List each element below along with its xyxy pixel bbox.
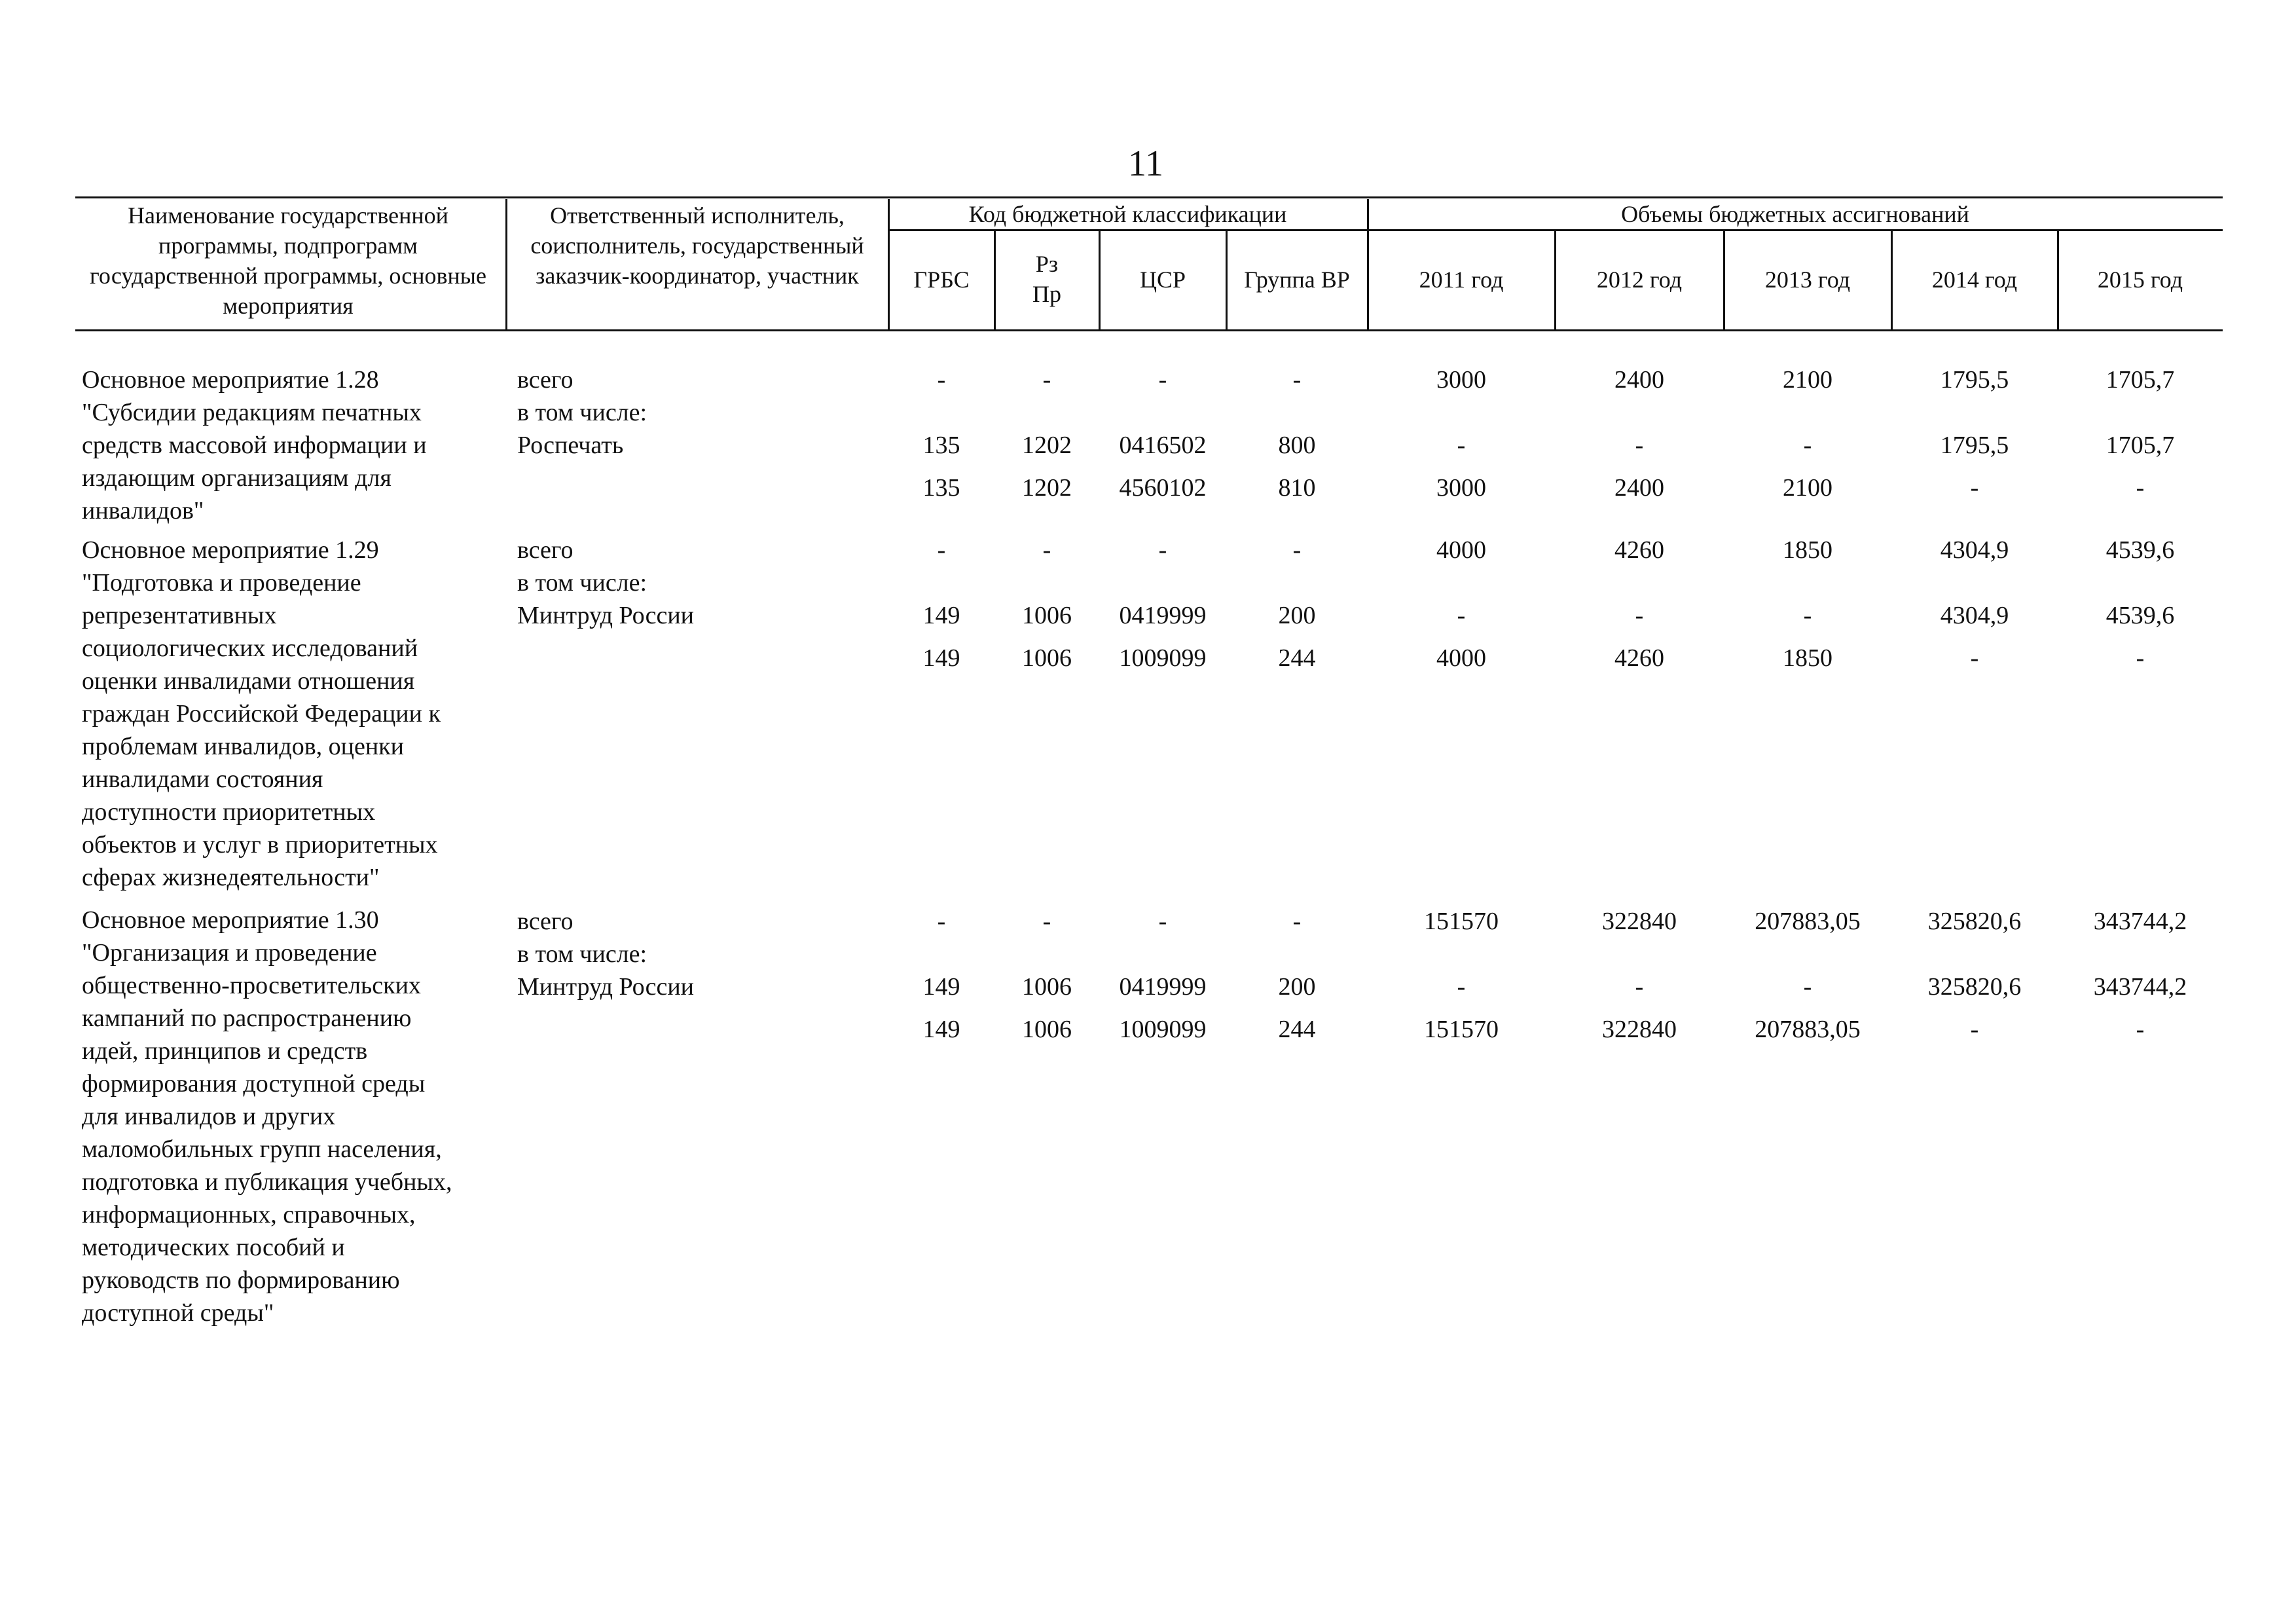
code-rzpr: 1202 bbox=[1022, 432, 1072, 459]
value-2012: 4260 bbox=[1614, 536, 1664, 564]
value-2012: 322840 bbox=[1602, 1016, 1677, 1043]
code-csr: 4560102 bbox=[1119, 474, 1207, 502]
value-2011: 4000 bbox=[1436, 644, 1486, 672]
code-grbs: 149 bbox=[922, 973, 960, 1001]
value-2012: 2400 bbox=[1614, 366, 1664, 394]
code-vr: 244 bbox=[1278, 644, 1316, 672]
value-2011: 151570 bbox=[1424, 908, 1499, 935]
value-2012: 4260 bbox=[1614, 644, 1664, 672]
code-rzpr: 1006 bbox=[1022, 973, 1072, 1001]
executor-label: в том числе: bbox=[517, 569, 647, 597]
executor-label: в том числе: bbox=[517, 940, 647, 968]
value-2015: 343744,2 bbox=[2093, 973, 2187, 1001]
code-rzpr: - bbox=[1042, 366, 1051, 394]
value-2013: 1850 bbox=[1783, 536, 1832, 564]
header-executor-column: Ответственный исполнитель, соисполнитель, государственный заказчик-координатор, участник bbox=[530, 202, 864, 289]
code-vr: 244 bbox=[1278, 1016, 1316, 1043]
value-2013: 2100 bbox=[1783, 474, 1832, 502]
header-name-column: Наименование государственной программы, подпрограмм государственной программы, основные мероприятия bbox=[90, 202, 486, 319]
header-volumes-group: Объемы бюджетных ассигнований bbox=[1621, 201, 1969, 227]
value-2012: - bbox=[1635, 602, 1644, 629]
code-vr: 800 bbox=[1278, 432, 1316, 459]
value-2013: - bbox=[1803, 432, 1812, 459]
value-2011: - bbox=[1457, 432, 1466, 459]
value-2014: 1795,5 bbox=[1940, 432, 2009, 459]
code-rzpr: - bbox=[1042, 536, 1051, 564]
code-csr: - bbox=[1158, 908, 1167, 935]
code-grbs: - bbox=[937, 536, 946, 564]
value-2011: 3000 bbox=[1436, 474, 1486, 502]
code-csr: - bbox=[1158, 366, 1167, 394]
value-2011: 151570 bbox=[1424, 1016, 1499, 1043]
header-vr: Группа ВР bbox=[1244, 267, 1350, 293]
code-csr: 0416502 bbox=[1119, 432, 1207, 459]
value-2015: 1705,7 bbox=[2105, 432, 2175, 459]
code-grbs: 135 bbox=[922, 474, 960, 502]
code-grbs: 149 bbox=[922, 1016, 960, 1043]
value-2014: 325820,6 bbox=[1927, 973, 2022, 1001]
executor-label: всего bbox=[517, 536, 574, 564]
code-vr: 200 bbox=[1278, 602, 1316, 629]
code-csr: - bbox=[1158, 536, 1167, 564]
header-year: 2015 год bbox=[2097, 267, 2183, 293]
header-year: 2013 год bbox=[1764, 267, 1851, 293]
code-vr: - bbox=[1292, 536, 1302, 564]
code-csr: 1009099 bbox=[1119, 1016, 1207, 1043]
header-bottom-rule bbox=[75, 329, 2223, 331]
value-2015: - bbox=[2136, 1016, 2145, 1043]
code-rzpr: - bbox=[1042, 908, 1051, 935]
value-2013: 207883,05 bbox=[1755, 1016, 1861, 1043]
code-grbs: - bbox=[937, 366, 946, 394]
value-2014: 4304,9 bbox=[1940, 602, 2009, 629]
measure-title: Основное мероприятие 1.28 "Субсидии редакциям печатных средств массовой информации и издающим организациям для инвалидов" bbox=[82, 366, 427, 525]
header-rzpr: Рз Пр bbox=[1032, 251, 1061, 307]
value-2012: 2400 bbox=[1614, 474, 1664, 502]
code-rzpr: 1006 bbox=[1022, 1016, 1072, 1043]
code-vr: - bbox=[1292, 908, 1302, 935]
value-2015: 343744,2 bbox=[2093, 908, 2187, 935]
value-2013: 207883,05 bbox=[1755, 908, 1861, 935]
executor-label: в том числе: bbox=[517, 399, 647, 426]
value-2014: 4304,9 bbox=[1940, 536, 2009, 564]
header-csr: ЦСР bbox=[1139, 267, 1186, 293]
value-2011: 3000 bbox=[1436, 366, 1486, 394]
code-csr: 0419999 bbox=[1119, 973, 1207, 1001]
value-2013: 1850 bbox=[1783, 644, 1832, 672]
code-vr: - bbox=[1292, 366, 1302, 394]
executor-label: всего bbox=[517, 366, 574, 394]
measure-title: Основное мероприятие 1.30 "Организация и проведение общественно-просветительских кампаний по распространению идей, принципов и средств формирования доступной среды для инвалидов и других маломобильных групп населения, подготовка и публикация учебных, информационных, справочных, методических пособий и руководств по формированию доступной среды" bbox=[82, 906, 452, 1327]
value-2014: - bbox=[1970, 644, 1979, 672]
header-year: 2014 год bbox=[1931, 267, 2018, 293]
code-rzpr: 1006 bbox=[1022, 644, 1072, 672]
header-grbs: ГРБС bbox=[913, 267, 970, 293]
header-year: 2011 год bbox=[1419, 267, 1504, 293]
page-number: 11 bbox=[1128, 143, 1163, 184]
value-2013: - bbox=[1803, 973, 1812, 1001]
value-2014: - bbox=[1970, 1016, 1979, 1043]
code-grbs: - bbox=[937, 908, 946, 935]
value-2011: - bbox=[1457, 973, 1466, 1001]
executor-label: Минтруд России bbox=[517, 973, 695, 1001]
header-year: 2012 год bbox=[1596, 267, 1683, 293]
executor-label: всего bbox=[517, 908, 574, 935]
code-csr: 0419999 bbox=[1119, 602, 1207, 629]
value-2015: 4539,6 bbox=[2105, 602, 2175, 629]
executor-label: Минтруд России bbox=[517, 602, 695, 629]
value-2013: 2100 bbox=[1783, 366, 1832, 394]
value-2015: - bbox=[2136, 644, 2145, 672]
value-2012: 322840 bbox=[1602, 908, 1677, 935]
value-2012: - bbox=[1635, 973, 1644, 1001]
value-2011: 4000 bbox=[1436, 536, 1486, 564]
value-2015: 4539,6 bbox=[2105, 536, 2175, 564]
value-2015: - bbox=[2136, 474, 2145, 502]
code-rzpr: 1006 bbox=[1022, 602, 1072, 629]
header-divider bbox=[505, 199, 507, 331]
code-grbs: 135 bbox=[922, 432, 960, 459]
value-2014: 325820,6 bbox=[1927, 908, 2022, 935]
value-2011: - bbox=[1457, 602, 1466, 629]
measure-title: Основное мероприятие 1.29 "Подготовка и проведение репрезентативных социологических исследований оценки инвалидами отношения граждан Российской Федерации к проблемам инвалидов, оценки инвалидами состояния доступности приоритетных объектов и услуг в приоритетных сферах жизнедеятельности" bbox=[82, 536, 441, 891]
value-2014: - bbox=[1970, 474, 1979, 502]
value-2015: 1705,7 bbox=[2105, 366, 2175, 394]
code-vr: 810 bbox=[1278, 474, 1316, 502]
header-top-rule bbox=[75, 196, 2223, 198]
code-vr: 200 bbox=[1278, 973, 1316, 1001]
code-csr: 1009099 bbox=[1119, 644, 1207, 672]
executor-label: Роспечать bbox=[517, 432, 624, 459]
code-grbs: 149 bbox=[922, 644, 960, 672]
value-2012: - bbox=[1635, 432, 1644, 459]
value-2014: 1795,5 bbox=[1940, 366, 2009, 394]
code-grbs: 149 bbox=[922, 602, 960, 629]
code-rzpr: 1202 bbox=[1022, 474, 1072, 502]
header-budget-code-group: Код бюджетной классификации bbox=[968, 201, 1287, 227]
value-2013: - bbox=[1803, 602, 1812, 629]
